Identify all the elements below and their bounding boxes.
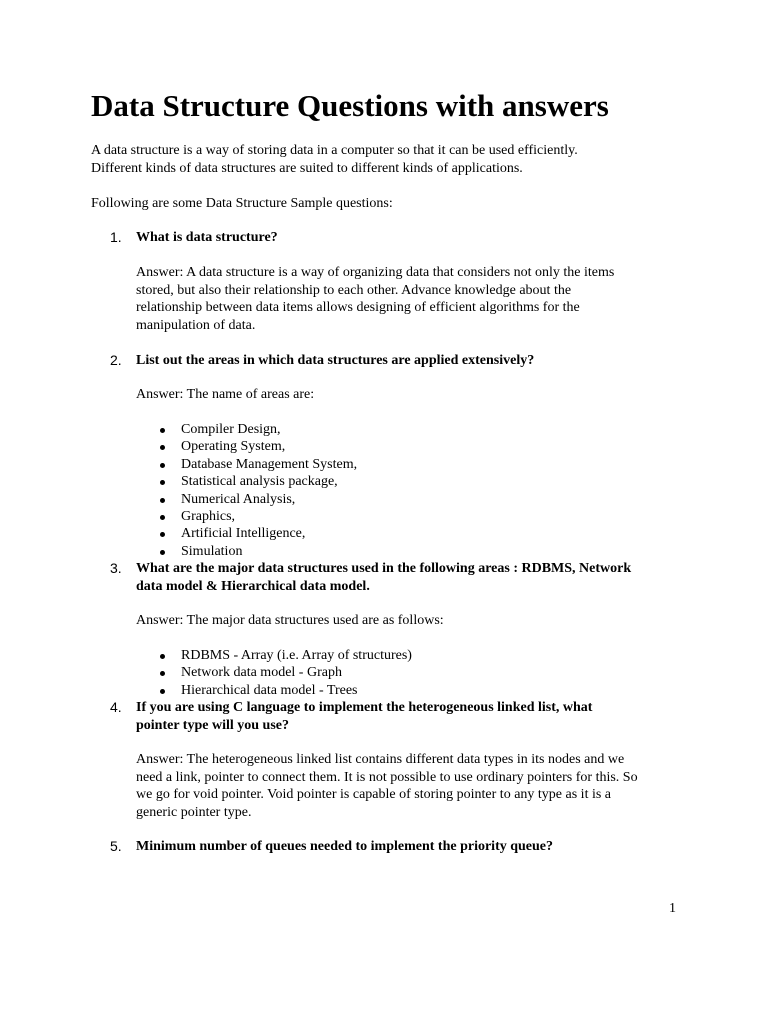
bullet-icon — [160, 654, 165, 659]
lead-in-text: Following are some Data Structure Sample questions: — [91, 196, 393, 211]
list-item-text: Compiler Design, — [181, 422, 281, 437]
list-item — [160, 491, 357, 508]
list-item — [160, 456, 357, 473]
answer-line: generic pointer type. — [136, 804, 252, 820]
bullet-icon — [160, 498, 165, 503]
list-item-text: Numerical Analysis, — [181, 491, 296, 507]
question-line: What is data structure? — [136, 230, 278, 245]
question-1 — [136, 229, 278, 247]
answer-2 — [136, 386, 314, 404]
areas-list — [160, 421, 357, 560]
question-number: 3. — [110, 560, 122, 576]
bullet-icon — [160, 480, 165, 485]
list-item-text: Hierarchical data model - Trees — [181, 682, 358, 698]
list-item-text: Statistical analysis package, — [181, 474, 338, 490]
question-number: 5. — [110, 838, 122, 854]
list-item-text: Network data model - Graph — [181, 665, 342, 681]
list-item — [160, 664, 412, 681]
answer-line: we go for void pointer. Void pointer is capable of storing pointer to any type as it is a — [136, 787, 612, 802]
question-3 — [136, 560, 631, 595]
question-line: data model & Hierarchical data model. — [136, 578, 370, 594]
question-number: 1. — [110, 229, 122, 245]
question-line: List out the areas in which data structures are applied extensively? — [136, 353, 535, 368]
question-4 — [136, 699, 592, 734]
answer-line: Answer: The name of areas are: — [136, 387, 315, 402]
question-line: If you are using C language to implement the heterogeneous linked list, what — [136, 700, 593, 715]
list-item — [160, 473, 357, 490]
list-item-text: RDBMS - Array (i.e. Array of structures) — [181, 648, 412, 663]
bullet-icon — [160, 445, 165, 450]
intro-line: Different kinds of data structures are suited to different kinds of applications. — [91, 160, 523, 176]
list-item — [160, 543, 357, 560]
list-item — [160, 508, 357, 525]
list-item — [160, 682, 412, 699]
document-title: Data Structure Questions with answers — [91, 88, 609, 123]
list-item-text: Artificial Intelligence, — [181, 526, 306, 542]
list-item — [160, 438, 357, 455]
answer-line: Answer: The heterogeneous linked list contains different data types in its nodes and we — [136, 752, 625, 767]
question-line: What are the major data structures used in the following areas : RDBMS, Network — [136, 561, 632, 576]
answer-line: need a link, pointer to connect them. It is not possible to use ordinary pointers for this. So — [136, 769, 638, 785]
bullet-icon — [160, 550, 165, 555]
intro-paragraph — [91, 142, 578, 177]
page-number: 1 — [669, 901, 676, 916]
bullet-icon — [160, 515, 165, 520]
list-item-text: Operating System, — [181, 439, 286, 455]
answer-line: manipulation of data. — [136, 317, 256, 333]
answer-4 — [136, 751, 638, 821]
answer-line: relationship between data items allows designing of efficient algorithms for the — [136, 300, 580, 315]
bullet-icon — [160, 671, 165, 676]
list-item — [160, 647, 412, 664]
answer-3 — [136, 612, 444, 630]
list-item — [160, 421, 357, 438]
answer-line: Answer: A data structure is a way of organizing data that considers not only the items — [136, 265, 615, 280]
question-5 — [136, 838, 553, 856]
question-number: 2. — [110, 352, 122, 368]
bullet-icon — [160, 463, 165, 468]
list-item-text: Graphics, — [181, 508, 236, 524]
answer-line: stored, but also their relationship to each other. Advance knowledge about the — [136, 282, 572, 298]
structures-list — [160, 647, 412, 699]
intro-line: A data structure is a way of storing data in a computer so that it can be used efficiently. — [91, 143, 578, 158]
question-line: Minimum number of queues needed to implement the priority queue? — [136, 839, 554, 854]
list-item-text: Database Management System, — [181, 456, 358, 472]
answer-line: Answer: The major data structures used are as follows: — [136, 613, 444, 628]
answer-1 — [136, 264, 614, 334]
question-number: 4. — [110, 699, 122, 715]
question-line: pointer type will you use? — [136, 717, 289, 733]
question-2 — [136, 352, 534, 370]
bullet-icon — [160, 689, 165, 694]
bullet-icon — [160, 532, 165, 537]
list-item-text: Simulation — [181, 543, 243, 559]
bullet-icon — [160, 428, 165, 433]
list-item — [160, 525, 357, 542]
